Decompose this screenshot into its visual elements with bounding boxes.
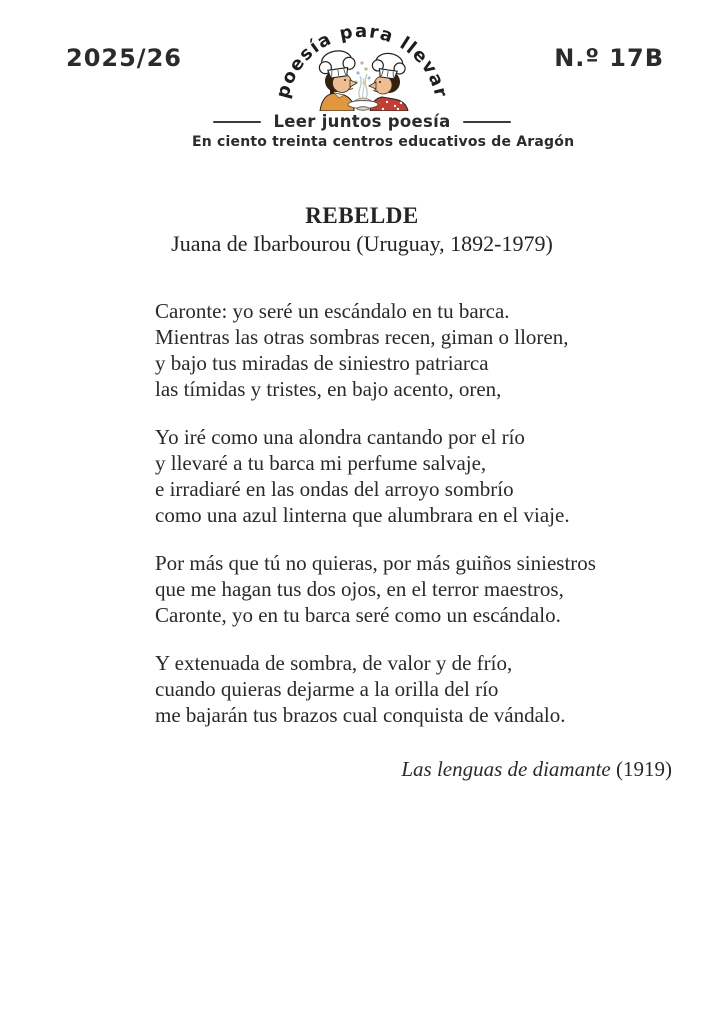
poem-line: cuando quieras dejarme a la orilla del río: [155, 677, 499, 701]
poem-stanza: [155, 550, 724, 628]
poem-body: [155, 298, 724, 728]
logo-tagline: Leer juntos poesía: [273, 112, 451, 131]
poem-title: REBELDE: [305, 203, 419, 228]
poem-line: Caronte: yo seré un escándalo en tu barca.: [155, 299, 510, 323]
source-year: (1919): [616, 757, 672, 781]
school-year-label: 2025/26: [66, 44, 182, 72]
source-work-title: Las lenguas de diamante: [401, 757, 611, 781]
poem-stanza: [155, 298, 724, 402]
poem-line: que me hagan tus dos ojos, en el terror maestros,: [155, 577, 564, 601]
poem-line: y bajo tus miradas de siniestro patriarca: [155, 351, 489, 375]
poem-stanza: [155, 650, 724, 728]
poem-line: Y extenuada de sombra, de valor y de frío,: [155, 651, 513, 675]
poem-line: Mientras las otras sombras recen, giman o lloren,: [155, 325, 569, 349]
poem-line: Caronte, yo en tu barca seré como un escándalo.: [155, 603, 561, 627]
poem-stanza: [155, 424, 724, 528]
logo-subtitle: En ciento treinta centros educativos de Aragón: [192, 134, 575, 150]
poem-line: e irradiaré en las ondas del arroyo sombrío: [155, 477, 514, 501]
poem-line: me bajarán tus brazos cual conquista de vándalo.: [155, 703, 566, 727]
poem-line: Por más que tú no quieras, por más guiños siniestros: [155, 551, 596, 575]
poem-line: como una azul linterna que alumbrara en el viaje.: [155, 503, 570, 527]
poem-source: [0, 756, 724, 782]
poem-line: Yo iré como una alondra cantando por el río: [155, 425, 525, 449]
poem-line: las tímidas y tristes, en bajo acento, oren,: [155, 377, 502, 401]
logo-arc-text: poesía para llevar: [272, 20, 452, 101]
poem-author: Juana de Ibarbourou (Uruguay, 1892-1979): [171, 231, 553, 256]
issue-number-label: N.º 17B: [554, 44, 664, 72]
poem-line: y llevaré a tu barca mi perfume salvaje,: [155, 451, 487, 475]
